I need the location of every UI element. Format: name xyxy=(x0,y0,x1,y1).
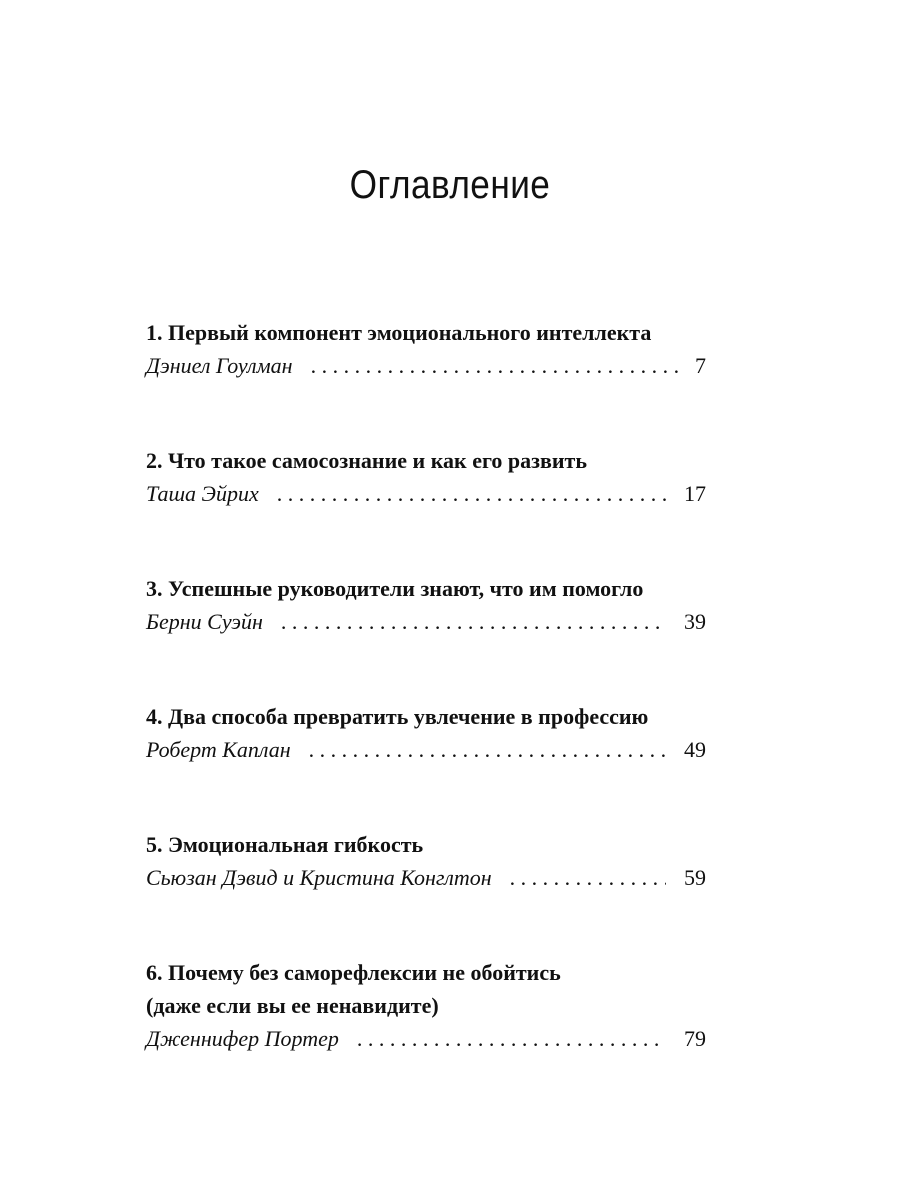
entry-title-line: 6. Почему без саморефлексии не обойтись xyxy=(146,960,561,985)
dot-leader xyxy=(311,349,682,382)
entry-title-line: (даже если вы ее ненавидите) xyxy=(146,993,439,1018)
entry-title xyxy=(146,572,706,605)
table-of-contents xyxy=(146,316,706,1117)
entry-author-line xyxy=(146,605,706,638)
entry-page-number: 59 xyxy=(684,865,706,890)
entry-title xyxy=(146,316,706,349)
toc-entry-6[interactable] xyxy=(146,956,706,1055)
dot-leader xyxy=(281,605,666,638)
toc-entry-3[interactable] xyxy=(146,572,706,638)
entry-author-line xyxy=(146,349,706,382)
dot-leader xyxy=(277,477,666,510)
entry-page-number: 7 xyxy=(695,353,706,378)
toc-entry-1[interactable] xyxy=(146,316,706,382)
entry-author-line xyxy=(146,477,706,510)
entry-page-number: 49 xyxy=(684,737,706,762)
dot-leader xyxy=(309,733,666,766)
entry-author-line xyxy=(146,861,706,894)
page-title: Оглавление xyxy=(349,163,551,207)
entry-title-line: 1. Первый компонент эмоционального интеллекта xyxy=(146,320,652,345)
toc-entry-5[interactable] xyxy=(146,828,706,894)
entry-author: Таша Эйрих xyxy=(146,481,259,506)
entry-author: Дженнифер Портер xyxy=(146,1026,339,1051)
entry-title-line: 2. Что такое самосознание и как его развить xyxy=(146,448,587,473)
entry-author-line xyxy=(146,733,706,766)
entry-author: Дэниел Гоулман xyxy=(146,353,293,378)
toc-entry-4[interactable] xyxy=(146,700,706,766)
entry-author: Сьюзан Дэвид и Кристина Конглтон xyxy=(146,865,492,890)
toc-entry-2[interactable] xyxy=(146,444,706,510)
entry-title-line: 5. Эмоциональная гибкость xyxy=(146,832,424,857)
dot-leader xyxy=(357,1022,666,1055)
entry-title xyxy=(146,956,706,1022)
entry-author: Берни Суэйн xyxy=(146,609,263,634)
entry-page-number: 79 xyxy=(684,1026,706,1051)
dot-leader xyxy=(510,861,666,894)
entry-title xyxy=(146,444,706,477)
entry-title-line: 4. Два способа превратить увлечение в профессию xyxy=(146,704,649,729)
entry-page-number: 39 xyxy=(684,609,706,634)
entry-author-line xyxy=(146,1022,706,1055)
entry-title-line: 3. Успешные руководители знают, что им помогло xyxy=(146,576,644,601)
entry-title xyxy=(146,700,706,733)
entry-author: Роберт Каплан xyxy=(146,737,291,762)
entry-page-number: 17 xyxy=(684,481,706,506)
entry-title xyxy=(146,828,706,861)
